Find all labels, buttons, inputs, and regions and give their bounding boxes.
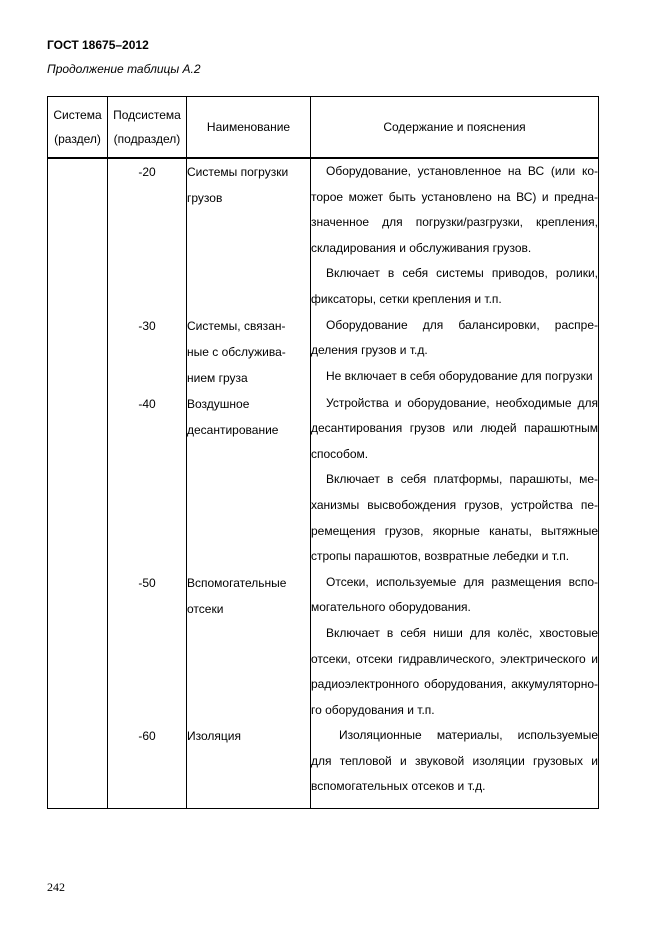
page-number: 242 <box>47 880 65 894</box>
system-cell <box>48 723 108 808</box>
header-system-line2: (раздел) <box>54 132 101 146</box>
description-paragraph: Не включает в себя оборудование для погрузки <box>326 368 593 383</box>
description-paragraph: Устройства и оборудование, необходимые для десантирования грузов или людей парашютным способом. <box>311 395 598 461</box>
table-continuation-caption: Продолжение таблицы А.2 <box>47 62 201 76</box>
name-line: Системы, связан- <box>187 318 286 333</box>
subsystem-code: -60 <box>108 723 187 808</box>
system-cell <box>48 570 108 724</box>
name-line: Вспомогательные <box>187 575 287 590</box>
header-subsystem-line2: (подраздел) <box>113 132 181 146</box>
name-line: Системы погрузки <box>187 165 289 179</box>
description-paragraph: Включает в себя ниши для колёс, хвостовые отсеки, отсеки гидравлического, электрического и радиоэлектронного оборудования, аккумуляторного оборудования и т.п. <box>311 625 598 717</box>
name-line: нием груза <box>187 370 248 385</box>
table-row <box>48 391 599 570</box>
header-name: Наименование <box>187 97 311 159</box>
document-code: ГОСТ 18675–2012 <box>47 38 149 52</box>
header-system <box>48 97 108 159</box>
subsystem-name <box>187 570 311 724</box>
header-description: Содержание и пояснения <box>311 97 599 159</box>
description-cell <box>311 313 599 391</box>
description-cell <box>311 391 599 570</box>
description-cell <box>311 723 599 808</box>
subsystem-code: -20 <box>108 158 187 313</box>
name-line: отсеки <box>187 601 224 616</box>
table-header-row <box>48 97 599 159</box>
description-cell <box>311 570 599 724</box>
name-line: грузов <box>187 191 223 205</box>
table-row <box>48 313 599 391</box>
description-paragraph: Отсеки, используемые для размещения вспомогательного оборудования. <box>311 574 598 615</box>
subsystem-name <box>187 391 311 570</box>
header-system-line1: Система <box>53 108 102 122</box>
name-line: Изоляция <box>187 729 241 744</box>
system-cell <box>48 158 108 313</box>
subsystem-code: -50 <box>108 570 187 724</box>
description-paragraph: Включает в себя системы приводов, ролики, фиксаторы, сетки крепления и т.п. <box>311 266 598 306</box>
subsystem-name <box>187 723 311 808</box>
description-paragraph: Оборудование для балансировки, распределения грузов и т.д. <box>311 317 598 358</box>
system-cell <box>48 391 108 570</box>
table-row <box>48 158 599 313</box>
table-row <box>48 723 599 808</box>
system-cell <box>48 313 108 391</box>
subsystem-code: -30 <box>108 313 187 391</box>
subsystem-name <box>187 158 311 313</box>
classification-table <box>47 96 599 809</box>
description-paragraph: Изоляционные материалы, используемые для тепловой и звуковой изоляции грузовых и вспомогательных отсеков и т.д. <box>311 728 598 794</box>
name-line: десантирование <box>187 422 279 437</box>
description-paragraph: Включает в себя платформы, парашюты, механизмы высвобождения грузов, устройства перемещения грузов, якорные канаты, вытяжные стропы парашютов, возвратные лебедки и т.п. <box>311 472 598 564</box>
subsystem-code: -40 <box>108 391 187 570</box>
name-line: Воздушное <box>187 396 250 411</box>
header-subsystem-line1: Подсистема <box>113 108 181 122</box>
description-paragraph: Оборудование, установленное на ВС (или которое может быть установлено на ВС) и предназначенное для погрузки/разгрузки, крепления, складирования и обслуживания грузов. <box>311 164 598 255</box>
subsystem-name <box>187 313 311 391</box>
table-row <box>48 570 599 724</box>
name-line: ные с обслужива- <box>187 344 286 359</box>
header-subsystem <box>108 97 187 159</box>
description-cell <box>311 158 599 313</box>
